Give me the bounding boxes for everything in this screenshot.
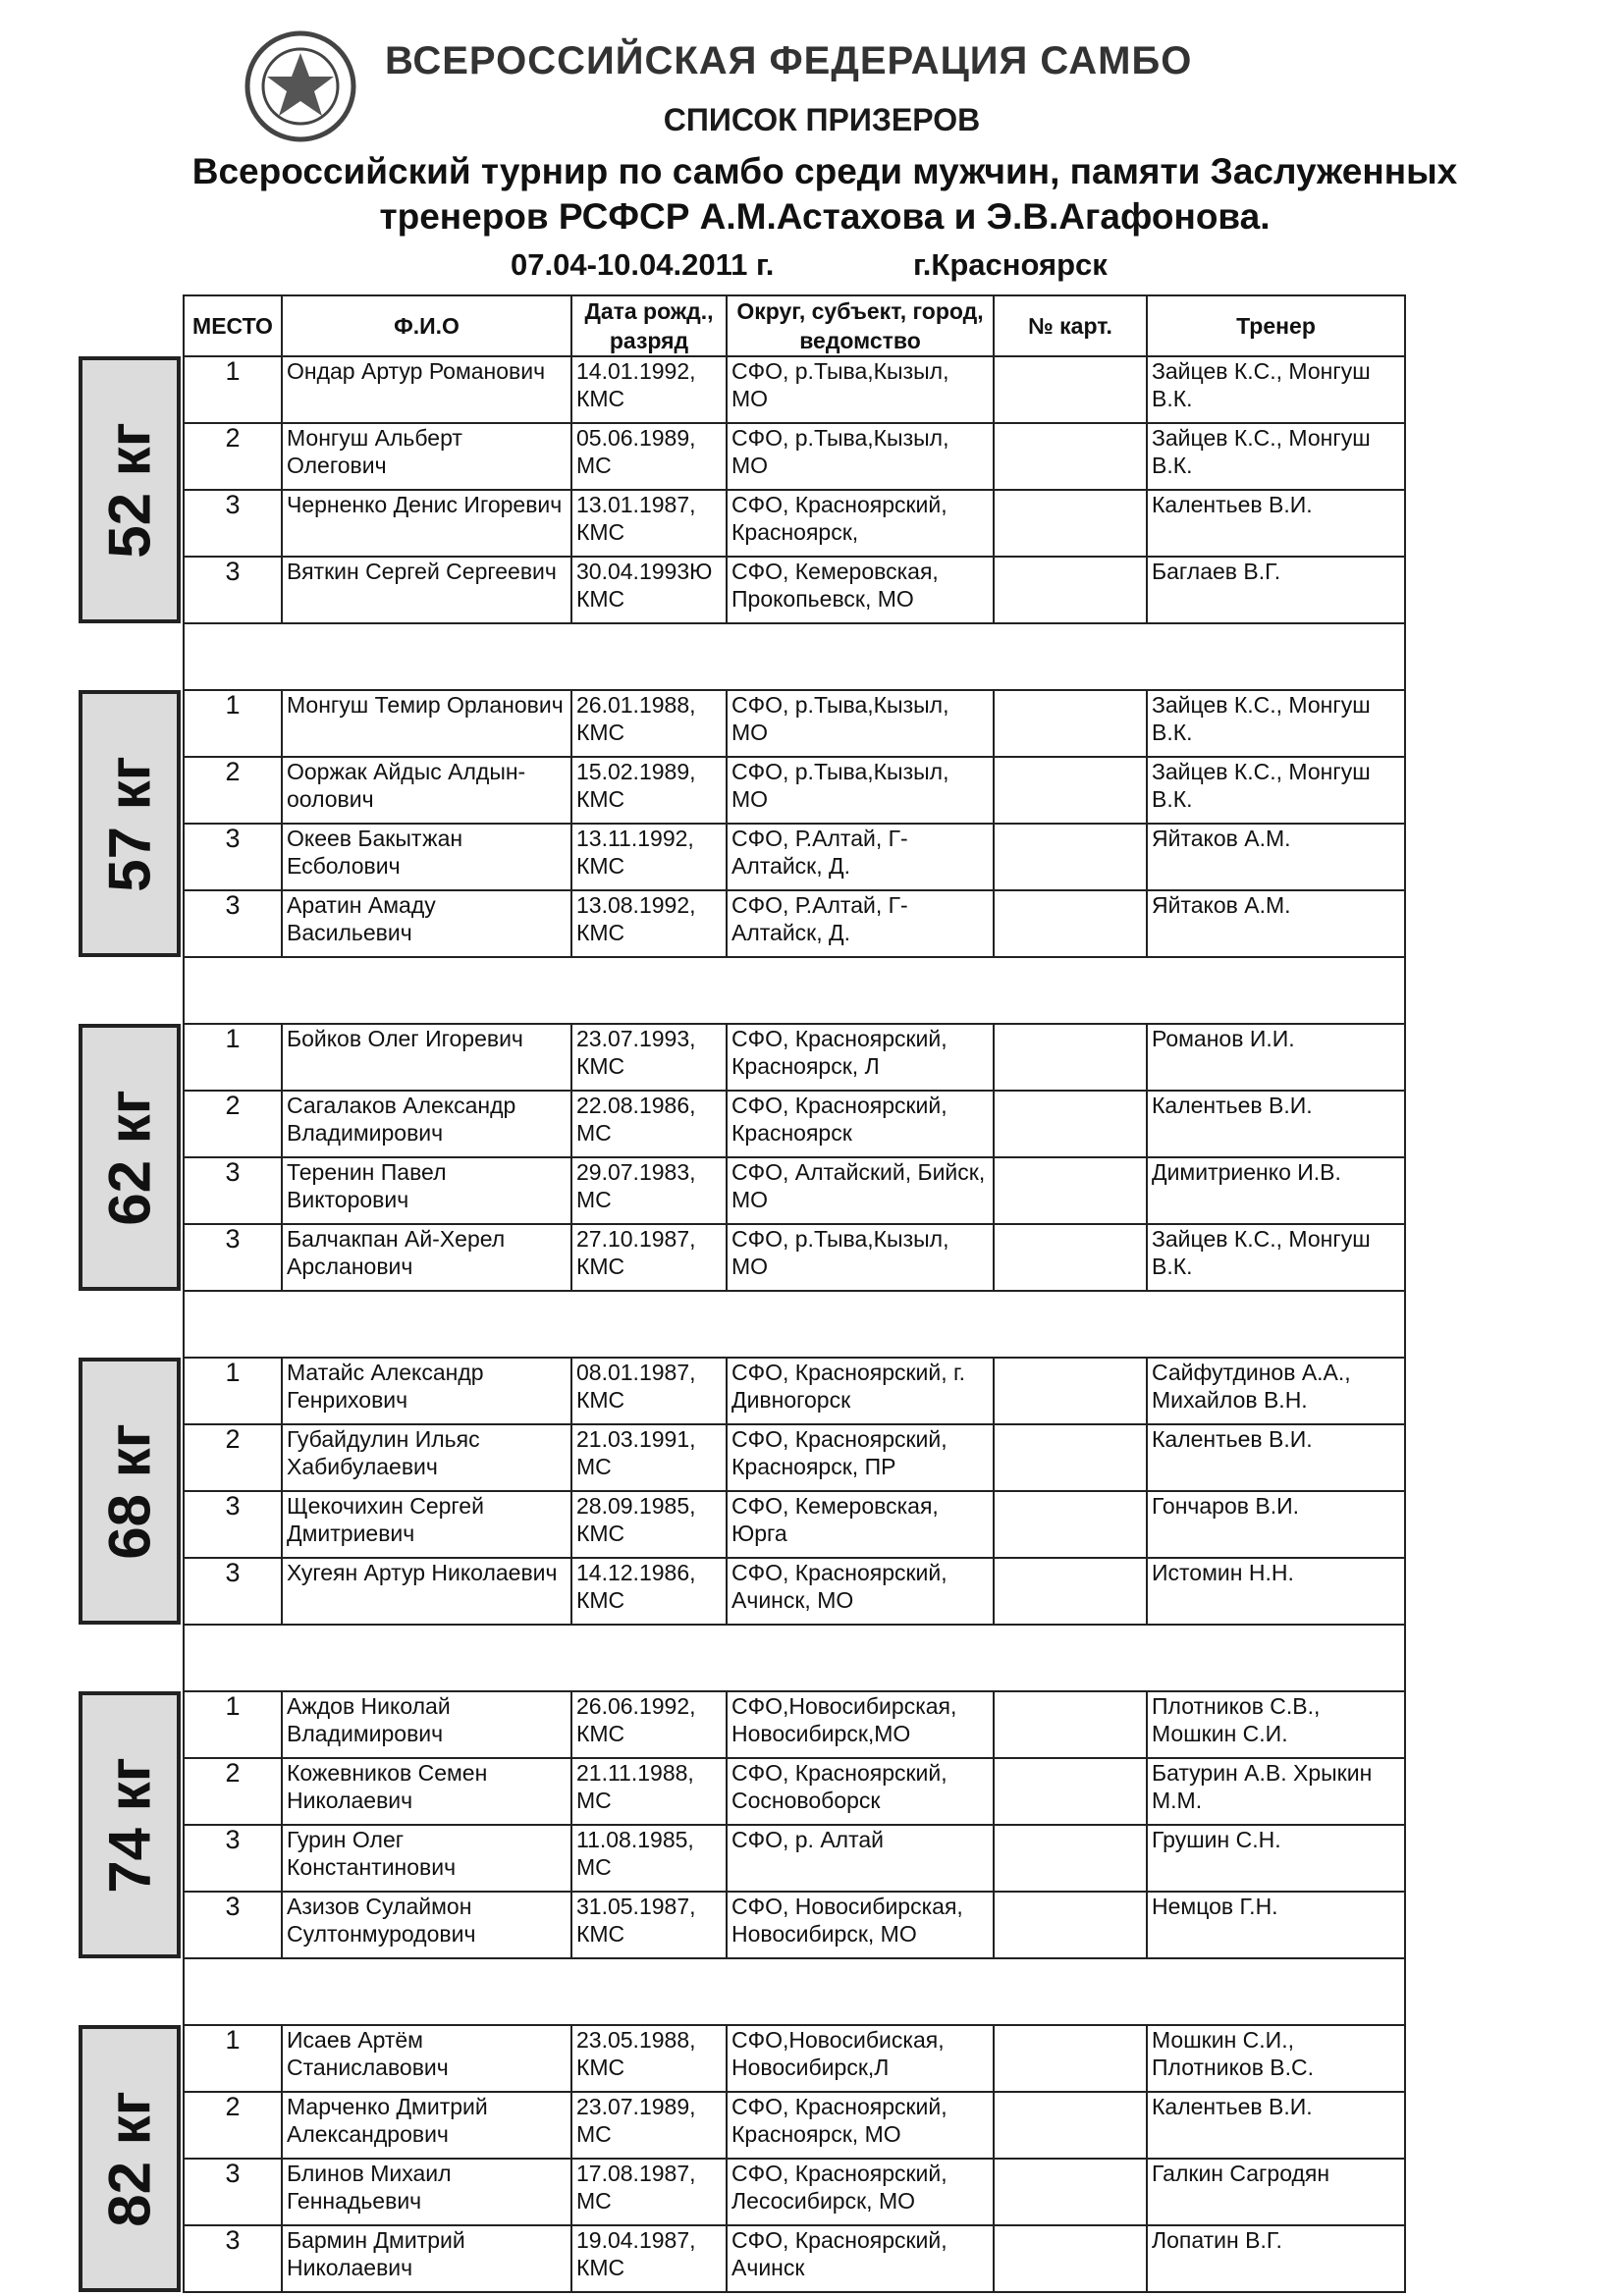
cell-place: 3 [184, 1491, 282, 1558]
cell-region: СФО,Новосибирская, Новосибирск,МО [727, 1691, 994, 1758]
cell-card [994, 557, 1147, 623]
cell-name: Кожевников Семен Николаевич [282, 1758, 571, 1825]
table-row [184, 1691, 1405, 1758]
cell-region: СФО, Кемеровская, Юрга [727, 1491, 994, 1558]
cell-place: 2 [184, 2092, 282, 2159]
weight-category-label [79, 356, 181, 623]
cell-coach: Баглаев В.Г. [1147, 557, 1405, 623]
cell-name: Марченко Дмитрий Александрович [282, 2092, 571, 2159]
cell-coach: Романов И.И. [1147, 1024, 1405, 1091]
cell-card [994, 1024, 1147, 1091]
cell-card [994, 1224, 1147, 1291]
cell-region: СФО, р.Тыва,Кызыл, МО [727, 423, 994, 490]
cell-place: 3 [184, 1157, 282, 1224]
weight-category-text: 52 кг [96, 421, 163, 559]
cell-place: 1 [184, 2025, 282, 2092]
cell-region: СФО, Красноярский, г. Дивногорск [727, 1358, 994, 1424]
cell-region: СФО, Красноярский, Красноярск, Л [727, 1024, 994, 1091]
group-separator [184, 623, 1405, 690]
cell-coach: Зайцев К.С., Монгуш В.К. [1147, 356, 1405, 423]
weight-category-text: 68 кг [96, 1422, 163, 1560]
table-row [184, 2159, 1405, 2225]
cell-region: СФО, Красноярский, Ачинск, МО [727, 1558, 994, 1625]
cell-birth: 22.08.1986, МС [571, 1091, 727, 1157]
table-row [184, 1024, 1405, 1091]
cell-name: Хугеян Артур Николаевич [282, 1558, 571, 1625]
cell-coach: Батурин А.В. Хрыкин М.М. [1147, 1758, 1405, 1825]
cell-birth: 13.11.1992, КМС [571, 824, 727, 890]
cell-place: 3 [184, 2159, 282, 2225]
cell-region: СФО, р.Тыва,Кызыл, МО [727, 356, 994, 423]
cell-name: Матайс Александр Генрихович [282, 1358, 571, 1424]
cell-region: СФО, Р.Алтай, Г-Алтайск, Д. [727, 890, 994, 957]
weight-category-label [79, 690, 181, 957]
cell-place: 3 [184, 1892, 282, 1958]
results-body [184, 356, 1405, 2292]
cell-birth: 31.05.1987, КМС [571, 1892, 727, 1958]
cell-place: 1 [184, 1691, 282, 1758]
weight-category-label [79, 2025, 181, 2292]
cell-card [994, 2025, 1147, 2092]
cell-birth: 08.01.1987, КМС [571, 1358, 727, 1424]
table-row [184, 1424, 1405, 1491]
cell-region: СФО, Красноярский, Ачинск [727, 2225, 994, 2292]
cell-card [994, 2159, 1147, 2225]
cell-birth: 05.06.1989, МС [571, 423, 727, 490]
cell-region: СФО,Новосибиская, Новосибирск,Л [727, 2025, 994, 2092]
cell-coach: Яйтаков А.М. [1147, 824, 1405, 890]
cell-region: СФО, Красноярский, Лесосибирск, МО [727, 2159, 994, 2225]
title-line-2: тренеров РСФСР А.М.Астахова и Э.В.Агафонова. [379, 196, 1271, 237]
cell-name: Монгуш Альберт Олегович [282, 423, 571, 490]
table-row [184, 1091, 1405, 1157]
column-header-card: № карт. [994, 295, 1147, 356]
cell-coach: Плотников С.В., Мошкин С.И. [1147, 1691, 1405, 1758]
cell-name: Вяткин Сергей Сергеевич [282, 557, 571, 623]
cell-card [994, 1691, 1147, 1758]
cell-name: Гурин Олег Константинович [282, 1825, 571, 1892]
cell-coach: Гончаров В.И. [1147, 1491, 1405, 1558]
cell-coach: Сайфутдинов А.А., Михайлов В.Н. [1147, 1358, 1405, 1424]
table-row [184, 757, 1405, 824]
cell-birth: 13.01.1987, КМС [571, 490, 727, 557]
cell-card [994, 356, 1147, 423]
table-row [184, 356, 1405, 423]
cell-card [994, 1157, 1147, 1224]
cell-region: СФО, р.Тыва,Кызыл, МО [727, 1224, 994, 1291]
cell-place: 3 [184, 890, 282, 957]
table-row [184, 1491, 1405, 1558]
group-separator [184, 1291, 1405, 1358]
cell-name: Теренин Павел Викторович [282, 1157, 571, 1224]
table-row [184, 1758, 1405, 1825]
column-header-coach: Тренер [1147, 295, 1405, 356]
cell-place: 2 [184, 757, 282, 824]
cell-region: СФО, Красноярский, Красноярск, [727, 490, 994, 557]
cell-card [994, 690, 1147, 757]
cell-region: СФО, Р.Алтай, Г-Алтайск, Д. [727, 824, 994, 890]
cell-card [994, 1892, 1147, 1958]
cell-coach: Зайцев К.С., Монгуш В.К. [1147, 690, 1405, 757]
cell-region: СФО, Новосибирская, Новосибирск, МО [727, 1892, 994, 1958]
event-dates: 07.04-10.04.2011 г. [511, 247, 775, 282]
cell-name: Ондар Артур Романович [282, 356, 571, 423]
cell-card [994, 824, 1147, 890]
cell-birth: 28.09.1985, КМС [571, 1491, 727, 1558]
cell-name: Черненко Денис Игоревич [282, 490, 571, 557]
cell-coach: Калентьев В.И. [1147, 1424, 1405, 1491]
cell-birth: 26.01.1988, КМС [571, 690, 727, 757]
cell-coach: Истомин Н.Н. [1147, 1558, 1405, 1625]
cell-birth: 27.10.1987, КМС [571, 1224, 727, 1291]
table-row [184, 490, 1405, 557]
cell-place: 1 [184, 356, 282, 423]
cell-card [994, 2225, 1147, 2292]
cell-card [994, 1491, 1147, 1558]
cell-coach: Немцов Г.Н. [1147, 1892, 1405, 1958]
cell-region: СФО, Кемеровская, Прокопьевск, МО [727, 557, 994, 623]
cell-name: Монгуш Темир Орланович [282, 690, 571, 757]
cell-birth: 23.07.1993, КМС [571, 1024, 727, 1091]
cell-coach: Димитриенко И.В. [1147, 1157, 1405, 1224]
results-table [183, 294, 1406, 2293]
cell-region: СФО, Красноярский, Красноярск, ПР [727, 1424, 994, 1491]
table-row [184, 1825, 1405, 1892]
cell-place: 1 [184, 690, 282, 757]
cell-birth: 30.04.1993Ю КМС [571, 557, 727, 623]
cell-coach: Калентьев В.И. [1147, 2092, 1405, 2159]
cell-name: Аждов Николай Владимирович [282, 1691, 571, 1758]
weight-category-label [79, 1358, 181, 1625]
cell-coach: Зайцев К.С., Монгуш В.К. [1147, 757, 1405, 824]
cell-birth: 13.08.1992, КМС [571, 890, 727, 957]
weight-category-text: 57 кг [96, 755, 163, 892]
cell-place: 3 [184, 1558, 282, 1625]
table-row [184, 423, 1405, 490]
cell-coach: Лопатин В.Г. [1147, 2225, 1405, 2292]
cell-place: 3 [184, 1224, 282, 1291]
cell-region: СФО, р.Тыва,Кызыл, МО [727, 690, 994, 757]
cell-coach: Зайцев К.С., Монгуш В.К. [1147, 423, 1405, 490]
table-row [184, 890, 1405, 957]
cell-coach: Калентьев В.И. [1147, 490, 1405, 557]
group-separator [184, 1625, 1405, 1691]
cell-card [994, 1358, 1147, 1424]
cell-birth: 19.04.1987, КМС [571, 2225, 727, 2292]
cell-birth: 21.11.1988, МС [571, 1758, 727, 1825]
group-separator [184, 957, 1405, 1024]
event-city: г.Красноярск [913, 247, 1108, 282]
cell-card [994, 1758, 1147, 1825]
cell-card [994, 757, 1147, 824]
cell-name: Исаев Артём Станиславович [282, 2025, 571, 2092]
cell-place: 3 [184, 557, 282, 623]
cell-place: 1 [184, 1358, 282, 1424]
group-separator [184, 1958, 1405, 2025]
cell-name: Бармин Дмитрий Николаевич [282, 2225, 571, 2292]
cell-place: 2 [184, 1091, 282, 1157]
cell-name: Бойков Олег Игоревич [282, 1024, 571, 1091]
cell-region: СФО, р.Тыва,Кызыл, МО [727, 757, 994, 824]
cell-place: 3 [184, 490, 282, 557]
cell-name: Щекочихин Сергей Дмитриевич [282, 1491, 571, 1558]
cell-card [994, 1091, 1147, 1157]
cell-birth: 21.03.1991, МС [571, 1424, 727, 1491]
cell-card [994, 423, 1147, 490]
table-row [184, 1558, 1405, 1625]
table-row [184, 557, 1405, 623]
cell-place: 3 [184, 824, 282, 890]
cell-coach: Зайцев К.С., Монгуш В.К. [1147, 1224, 1405, 1291]
cell-card [994, 2092, 1147, 2159]
table-row [184, 1358, 1405, 1424]
weight-category-label [79, 1691, 181, 1958]
document-subtitle: СПИСОК ПРИЗЕРОВ [663, 102, 981, 137]
cell-place: 3 [184, 2225, 282, 2292]
cell-birth: 26.06.1992, КМС [571, 1691, 727, 1758]
table-row [184, 690, 1405, 757]
cell-coach: Калентьев В.И. [1147, 1091, 1405, 1157]
cell-card [994, 1825, 1147, 1892]
cell-card [994, 1424, 1147, 1491]
weight-category-text: 62 кг [96, 1089, 163, 1226]
table-row [184, 1157, 1405, 1224]
column-header-name: Ф.И.О [282, 295, 571, 356]
organization-name: ВСЕРОССИЙСКАЯ ФЕДЕРАЦИЯ САМБО [385, 39, 1193, 82]
table-row [184, 824, 1405, 890]
cell-coach: Грушин С.Н. [1147, 1825, 1405, 1892]
table-row [184, 2025, 1405, 2092]
column-header-birth: Дата рожд., разряд [571, 295, 727, 356]
cell-place: 1 [184, 1024, 282, 1091]
cell-birth: 23.05.1988, КМС [571, 2025, 727, 2092]
column-header-region: Округ, субъект, город, ведомство [727, 295, 994, 356]
cell-name: Азизов Сулаймон Султонмуродович [282, 1892, 571, 1958]
cell-card [994, 490, 1147, 557]
cell-region: СФО, Красноярский, Красноярск, МО [727, 2092, 994, 2159]
cell-name: Аратин Амаду Васильевич [282, 890, 571, 957]
table-row [184, 2225, 1405, 2292]
cell-birth: 15.02.1989, КМС [571, 757, 727, 824]
cell-coach: Галкин Сагродян [1147, 2159, 1405, 2225]
cell-birth: 14.01.1992, КМС [571, 356, 727, 423]
cell-name: Губайдулин Ильяс Хабибулаевич [282, 1424, 571, 1491]
cell-birth: 11.08.1985, МС [571, 1825, 727, 1892]
column-header-place: МЕСТО [184, 295, 282, 356]
cell-birth: 14.12.1986, КМС [571, 1558, 727, 1625]
cell-region: СФО, Алтайский, Бийск, МО [727, 1157, 994, 1224]
cell-region: СФО, р. Алтай [727, 1825, 994, 1892]
weight-category-label [79, 1024, 181, 1291]
cell-name: Блинов Михаил Геннадьевич [282, 2159, 571, 2225]
cell-birth: 29.07.1983, МС [571, 1157, 727, 1224]
cell-region: СФО, Красноярский, Красноярск [727, 1091, 994, 1157]
title-line-1: Всероссийский турнир по самбо среди мужчин, памяти Заслуженных [191, 151, 1458, 191]
cell-card [994, 1558, 1147, 1625]
cell-birth: 23.07.1989, МС [571, 2092, 727, 2159]
cell-coach: Яйтаков А.М. [1147, 890, 1405, 957]
weight-category-text: 74 кг [96, 1756, 163, 1894]
cell-name: Ооржак Айдыс Алдын-оолович [282, 757, 571, 824]
cell-place: 2 [184, 1758, 282, 1825]
cell-place: 3 [184, 1825, 282, 1892]
cell-coach: Мошкин С.И., Плотников В.С. [1147, 2025, 1405, 2092]
cell-name: Океев Бакытжан Есболович [282, 824, 571, 890]
document-title [137, 149, 1512, 240]
cell-name: Сагалаков Александр Владимирович [282, 1091, 571, 1157]
cell-place: 2 [184, 1424, 282, 1491]
cell-place: 2 [184, 423, 282, 490]
table-header-row [184, 295, 1405, 356]
cell-birth: 17.08.1987, МС [571, 2159, 727, 2225]
cell-name: Балчакпан Ай-Херел Арсланович [282, 1224, 571, 1291]
cell-card [994, 890, 1147, 957]
table-row [184, 2092, 1405, 2159]
cell-region: СФО, Красноярский, Сосновоборск [727, 1758, 994, 1825]
table-row [184, 1224, 1405, 1291]
weight-category-text: 82 кг [96, 2090, 163, 2227]
table-row [184, 1892, 1405, 1958]
